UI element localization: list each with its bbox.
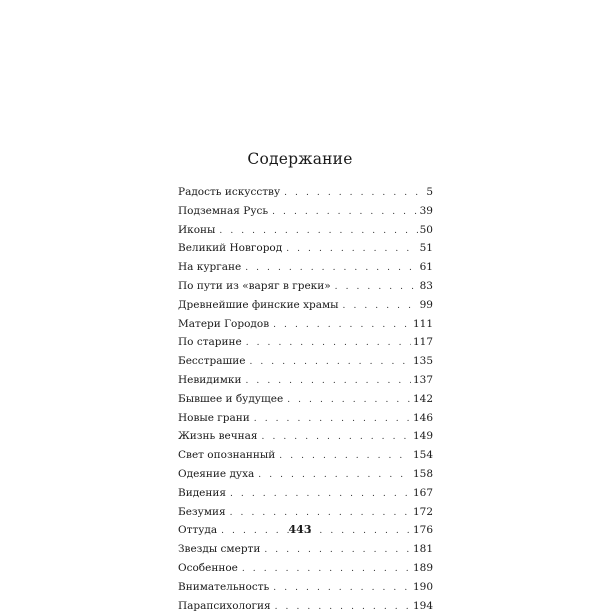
toc-dot-leader [219, 222, 417, 241]
toc-entry [178, 390, 433, 409]
toc-entry-page: 137 [412, 373, 433, 386]
toc-entry-label: Безумия [178, 505, 226, 518]
toc-entry-label: Бывшее и будущее [178, 392, 284, 405]
toc-entry-label: Звезды смерти [178, 543, 261, 556]
toc-dot-leader [264, 541, 411, 560]
toc-entry-page: 149 [412, 430, 433, 443]
toc-entry-page: 117 [412, 336, 433, 349]
toc-entry-page: 194 [412, 599, 433, 612]
toc-entry-page: 39 [419, 204, 433, 217]
toc-entry-label: Одеяние духа [178, 467, 255, 480]
toc-entry [178, 597, 433, 616]
toc-entry-label: Видения [178, 486, 227, 499]
toc-entry-label: Новые грани [178, 411, 250, 424]
toc-entry-label: Свет опознанный [178, 449, 276, 462]
toc-entry-page: 181 [412, 543, 433, 556]
toc-entry-label: Подземная Русь [178, 204, 269, 217]
toc-entry-label: Великий Новгород [178, 242, 283, 255]
toc-entry-page: 142 [412, 392, 433, 405]
toc-entry [178, 465, 433, 484]
toc-entry [178, 277, 433, 296]
toc-dot-leader [343, 297, 418, 316]
toc-entry-label: Матери Городов [178, 317, 270, 330]
toc-entry [178, 183, 433, 202]
toc-entry-page: 167 [412, 486, 433, 499]
toc-dot-leader [258, 466, 411, 485]
toc-dot-leader [335, 278, 418, 297]
page-number: 443 [288, 523, 312, 536]
toc-entry-label: Невидимки [178, 373, 242, 386]
toc-dot-leader [249, 353, 410, 372]
toc-entry-page: 83 [419, 279, 433, 292]
toc-entry [178, 202, 433, 221]
toc-list [178, 183, 433, 615]
toc-entry-page: 172 [412, 505, 433, 518]
toc-entry-label: Жизнь вечная [178, 430, 258, 443]
toc-entry [178, 559, 433, 578]
toc-entry-label: Особенное [178, 561, 238, 574]
toc-entry [178, 409, 433, 428]
toc-entry-page: 190 [412, 580, 433, 593]
toc-dot-leader [254, 410, 411, 429]
toc-entry-page: 5 [426, 186, 433, 198]
toc-entry [178, 352, 433, 371]
toc-entry-label: По старине [178, 336, 242, 349]
toc-entry-page: 61 [419, 261, 433, 274]
toc-entry-label: Внимательность [178, 580, 270, 593]
toc-entry-label: Древнейшие финские храмы [178, 298, 339, 311]
toc-entry [178, 503, 433, 522]
toc-entry [178, 221, 433, 240]
toc-entry [178, 296, 433, 315]
toc-entry-label: На кургане [178, 261, 242, 274]
toc-entry-page: 51 [419, 242, 433, 255]
toc-dot-leader [279, 447, 411, 466]
toc-dot-leader [246, 334, 411, 353]
toc-title: Содержание [247, 150, 353, 168]
toc-entry [178, 315, 433, 334]
toc-entry-label: Бесстрашие [178, 355, 246, 368]
toc-dot-leader [284, 184, 424, 203]
toc-entry [178, 239, 433, 258]
toc-dot-leader [242, 560, 411, 579]
toc-entry-page: 111 [412, 317, 433, 330]
toc-entry-label: Иконы [178, 223, 216, 236]
toc-dot-leader [273, 316, 411, 335]
toc-entry-page: 158 [412, 467, 433, 480]
toc-dot-leader [286, 240, 417, 259]
toc-dot-leader [262, 428, 411, 447]
toc-entry-page: 176 [412, 524, 433, 537]
toc-dot-leader [287, 391, 411, 410]
toc-dot-leader [230, 504, 411, 523]
toc-entry-page: 99 [419, 298, 433, 311]
toc-entry-page: 154 [412, 449, 433, 462]
toc-dot-leader [245, 372, 410, 391]
toc-entry-page: 146 [412, 411, 433, 424]
toc-entry-label: Радость искусству [178, 186, 281, 198]
toc-entry [178, 258, 433, 277]
toc-dot-leader [230, 485, 411, 504]
toc-entry [178, 484, 433, 503]
toc-entry [178, 540, 433, 559]
toc-entry [178, 446, 433, 465]
toc-dot-leader [245, 259, 417, 278]
toc-entry-label: Парапсихология [178, 599, 271, 612]
toc-entry [178, 371, 433, 390]
toc-entry-page: 50 [419, 223, 433, 236]
toc-entry-label: По пути из «варяг в греки» [178, 279, 331, 292]
toc-entry-page: 135 [412, 355, 433, 368]
toc-dot-leader [275, 598, 411, 616]
toc-dot-leader [272, 203, 418, 222]
toc-entry-page: 189 [412, 561, 433, 574]
toc-entry-label: Оттуда [178, 524, 218, 537]
toc-dot-leader [273, 579, 411, 598]
toc-entry [178, 427, 433, 446]
toc-entry [178, 578, 433, 597]
toc-entry [178, 333, 433, 352]
